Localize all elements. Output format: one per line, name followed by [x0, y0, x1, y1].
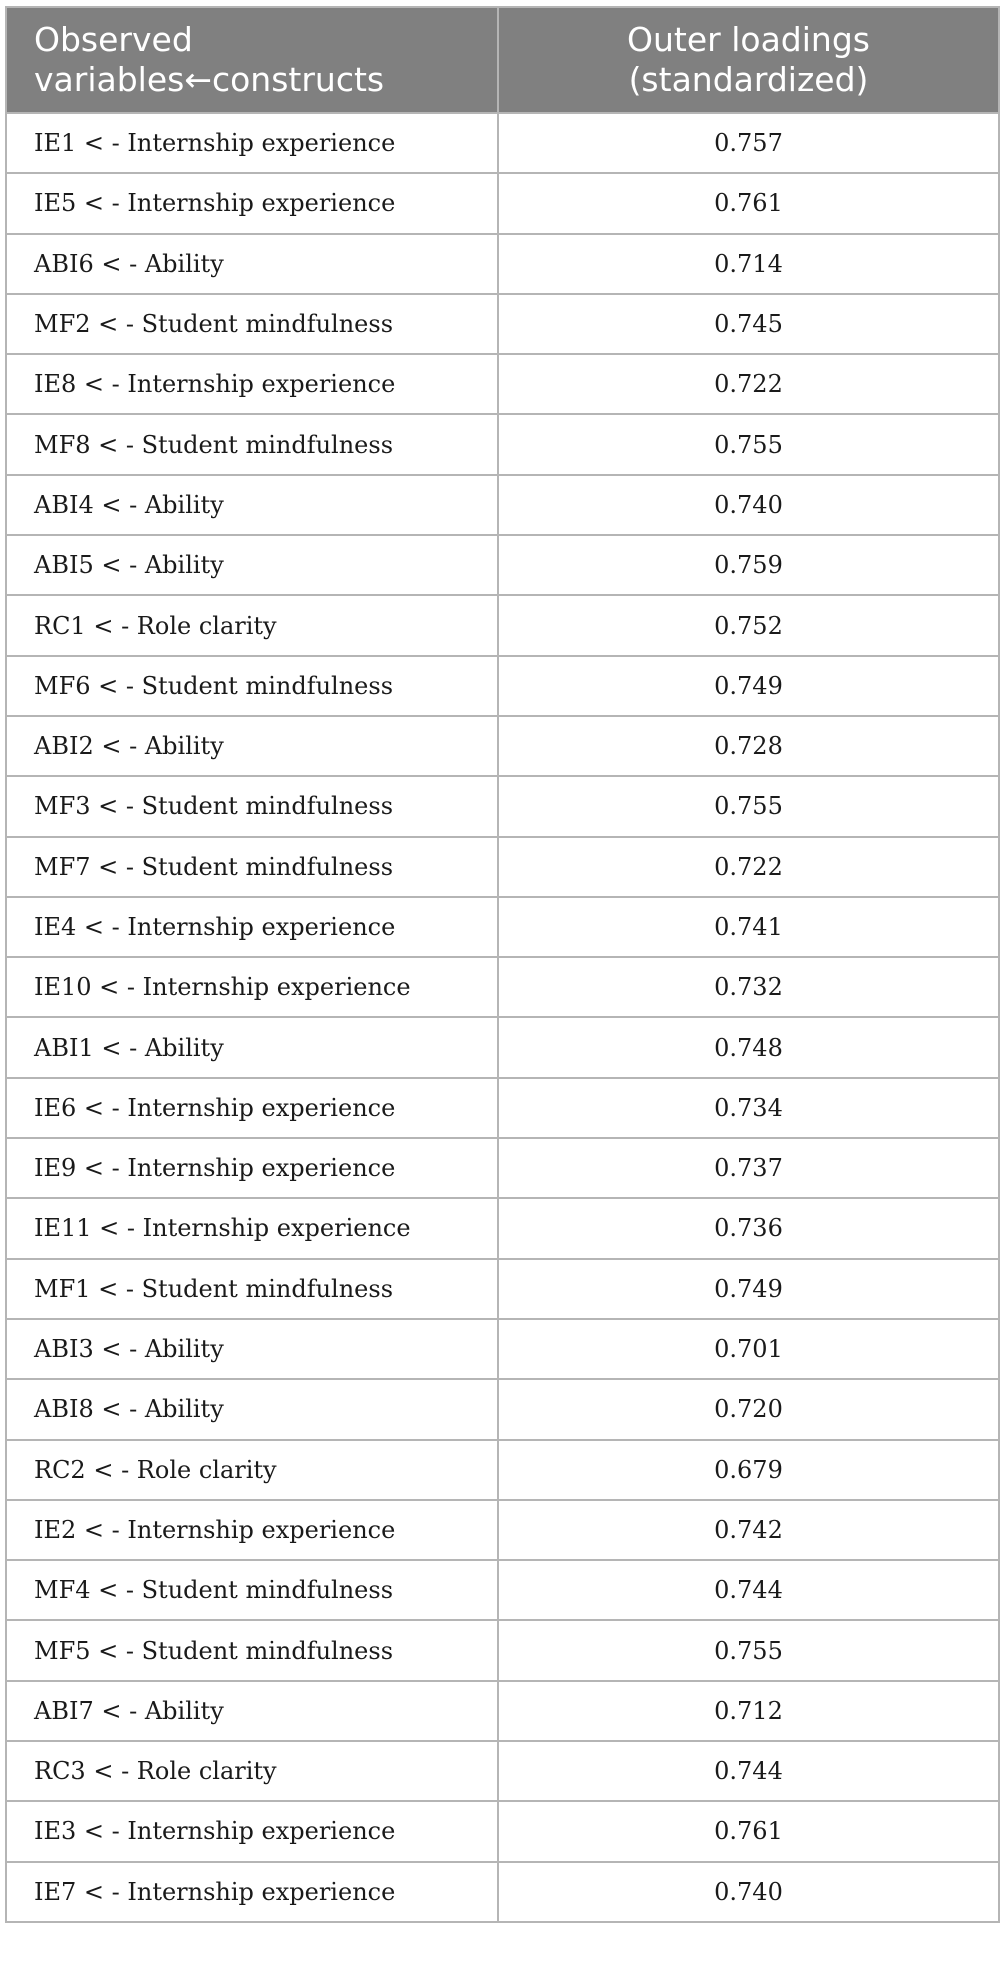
table-row [6, 957, 999, 1017]
header-observed-variables [6, 7, 498, 113]
table-row [6, 1138, 999, 1198]
table-row [6, 1500, 999, 1560]
observed-variable-cell: ABI7 < - Ability [6, 1681, 498, 1741]
observed-variable-cell: MF2 < - Student mindfulness [6, 294, 498, 354]
table-row [6, 1078, 999, 1138]
table-row [6, 716, 999, 776]
outer-loading-cell: 0.714 [498, 234, 999, 294]
outer-loading-cell: 0.742 [498, 1500, 999, 1560]
observed-variable-cell: IE8 < - Internship experience [6, 354, 498, 414]
outer-loadings-table [5, 6, 1000, 1923]
table-row [6, 475, 999, 535]
outer-loading-cell: 0.722 [498, 354, 999, 414]
observed-variable-cell: ABI3 < - Ability [6, 1319, 498, 1379]
observed-variable-cell: IE5 < - Internship experience [6, 173, 498, 233]
outer-loading-cell: 0.734 [498, 1078, 999, 1138]
table-row [6, 1259, 999, 1319]
outer-loading-cell: 0.740 [498, 475, 999, 535]
header-row [6, 7, 999, 113]
observed-variable-cell: IE9 < - Internship experience [6, 1138, 498, 1198]
table-header [6, 7, 999, 113]
table-row [6, 234, 999, 294]
table-row [6, 1379, 999, 1439]
table-row [6, 1801, 999, 1861]
header-outer-loadings [498, 7, 999, 113]
observed-variable-cell: MF5 < - Student mindfulness [6, 1620, 498, 1680]
observed-variable-cell: IE6 < - Internship experience [6, 1078, 498, 1138]
observed-variable-cell: MF8 < - Student mindfulness [6, 414, 498, 474]
outer-loading-cell: 0.759 [498, 535, 999, 595]
outer-loading-cell: 0.761 [498, 1801, 999, 1861]
observed-variable-cell: MF6 < - Student mindfulness [6, 656, 498, 716]
observed-variable-cell: RC3 < - Role clarity [6, 1741, 498, 1801]
observed-variable-cell: ABI2 < - Ability [6, 716, 498, 776]
outer-loading-cell: 0.728 [498, 716, 999, 776]
table-row [6, 294, 999, 354]
outer-loading-cell: 0.722 [498, 837, 999, 897]
observed-variable-cell: IE2 < - Internship experience [6, 1500, 498, 1560]
observed-variable-cell: IE11 < - Internship experience [6, 1198, 498, 1258]
table-row [6, 1560, 999, 1620]
outer-loading-cell: 0.736 [498, 1198, 999, 1258]
outer-loading-cell: 0.745 [498, 294, 999, 354]
outer-loading-cell: 0.755 [498, 776, 999, 836]
table-row [6, 1620, 999, 1680]
outer-loading-cell: 0.737 [498, 1138, 999, 1198]
observed-variable-cell: MF3 < - Student mindfulness [6, 776, 498, 836]
table-row [6, 1440, 999, 1500]
observed-variable-cell: IE1 < - Internship experience [6, 113, 498, 173]
header-col2-line2: (standardized) [628, 60, 869, 99]
table-row [6, 656, 999, 716]
header-col2-line1: Outer loadings [627, 20, 870, 59]
observed-variable-cell: ABI4 < - Ability [6, 475, 498, 535]
outer-loading-cell: 0.720 [498, 1379, 999, 1439]
outer-loading-cell: 0.679 [498, 1440, 999, 1500]
table-row [6, 173, 999, 233]
observed-variable-cell: RC2 < - Role clarity [6, 1440, 498, 1500]
observed-variable-cell: MF1 < - Student mindfulness [6, 1259, 498, 1319]
table-row [6, 1681, 999, 1741]
header-col1-line2: variables←constructs [34, 60, 385, 99]
table-row [6, 1862, 999, 1922]
table-row [6, 113, 999, 173]
outer-loading-cell: 0.749 [498, 1259, 999, 1319]
outer-loading-cell: 0.752 [498, 595, 999, 655]
table-row [6, 1741, 999, 1801]
table-row [6, 776, 999, 836]
outer-loading-cell: 0.748 [498, 1017, 999, 1077]
loadings-table-container [5, 6, 998, 1923]
outer-loading-cell: 0.701 [498, 1319, 999, 1379]
observed-variable-cell: ABI6 < - Ability [6, 234, 498, 294]
outer-loading-cell: 0.757 [498, 113, 999, 173]
observed-variable-cell: MF4 < - Student mindfulness [6, 1560, 498, 1620]
observed-variable-cell: IE7 < - Internship experience [6, 1862, 498, 1922]
outer-loading-cell: 0.749 [498, 656, 999, 716]
outer-loading-cell: 0.741 [498, 897, 999, 957]
table-row [6, 414, 999, 474]
table-row [6, 535, 999, 595]
observed-variable-cell: ABI1 < - Ability [6, 1017, 498, 1077]
observed-variable-cell: IE4 < - Internship experience [6, 897, 498, 957]
observed-variable-cell: IE3 < - Internship experience [6, 1801, 498, 1861]
outer-loading-cell: 0.712 [498, 1681, 999, 1741]
table-row [6, 354, 999, 414]
table-row [6, 1319, 999, 1379]
outer-loading-cell: 0.755 [498, 1620, 999, 1680]
table-row [6, 1017, 999, 1077]
table-row [6, 595, 999, 655]
observed-variable-cell: ABI8 < - Ability [6, 1379, 498, 1439]
table-body [6, 113, 999, 1922]
table-row [6, 897, 999, 957]
outer-loading-cell: 0.755 [498, 414, 999, 474]
table-row [6, 837, 999, 897]
outer-loading-cell: 0.761 [498, 173, 999, 233]
outer-loading-cell: 0.744 [498, 1741, 999, 1801]
outer-loading-cell: 0.740 [498, 1862, 999, 1922]
observed-variable-cell: ABI5 < - Ability [6, 535, 498, 595]
observed-variable-cell: IE10 < - Internship experience [6, 957, 498, 1017]
outer-loading-cell: 0.744 [498, 1560, 999, 1620]
outer-loading-cell: 0.732 [498, 957, 999, 1017]
table-row [6, 1198, 999, 1258]
observed-variable-cell: RC1 < - Role clarity [6, 595, 498, 655]
header-col1-line1: Observed [34, 20, 193, 59]
observed-variable-cell: MF7 < - Student mindfulness [6, 837, 498, 897]
